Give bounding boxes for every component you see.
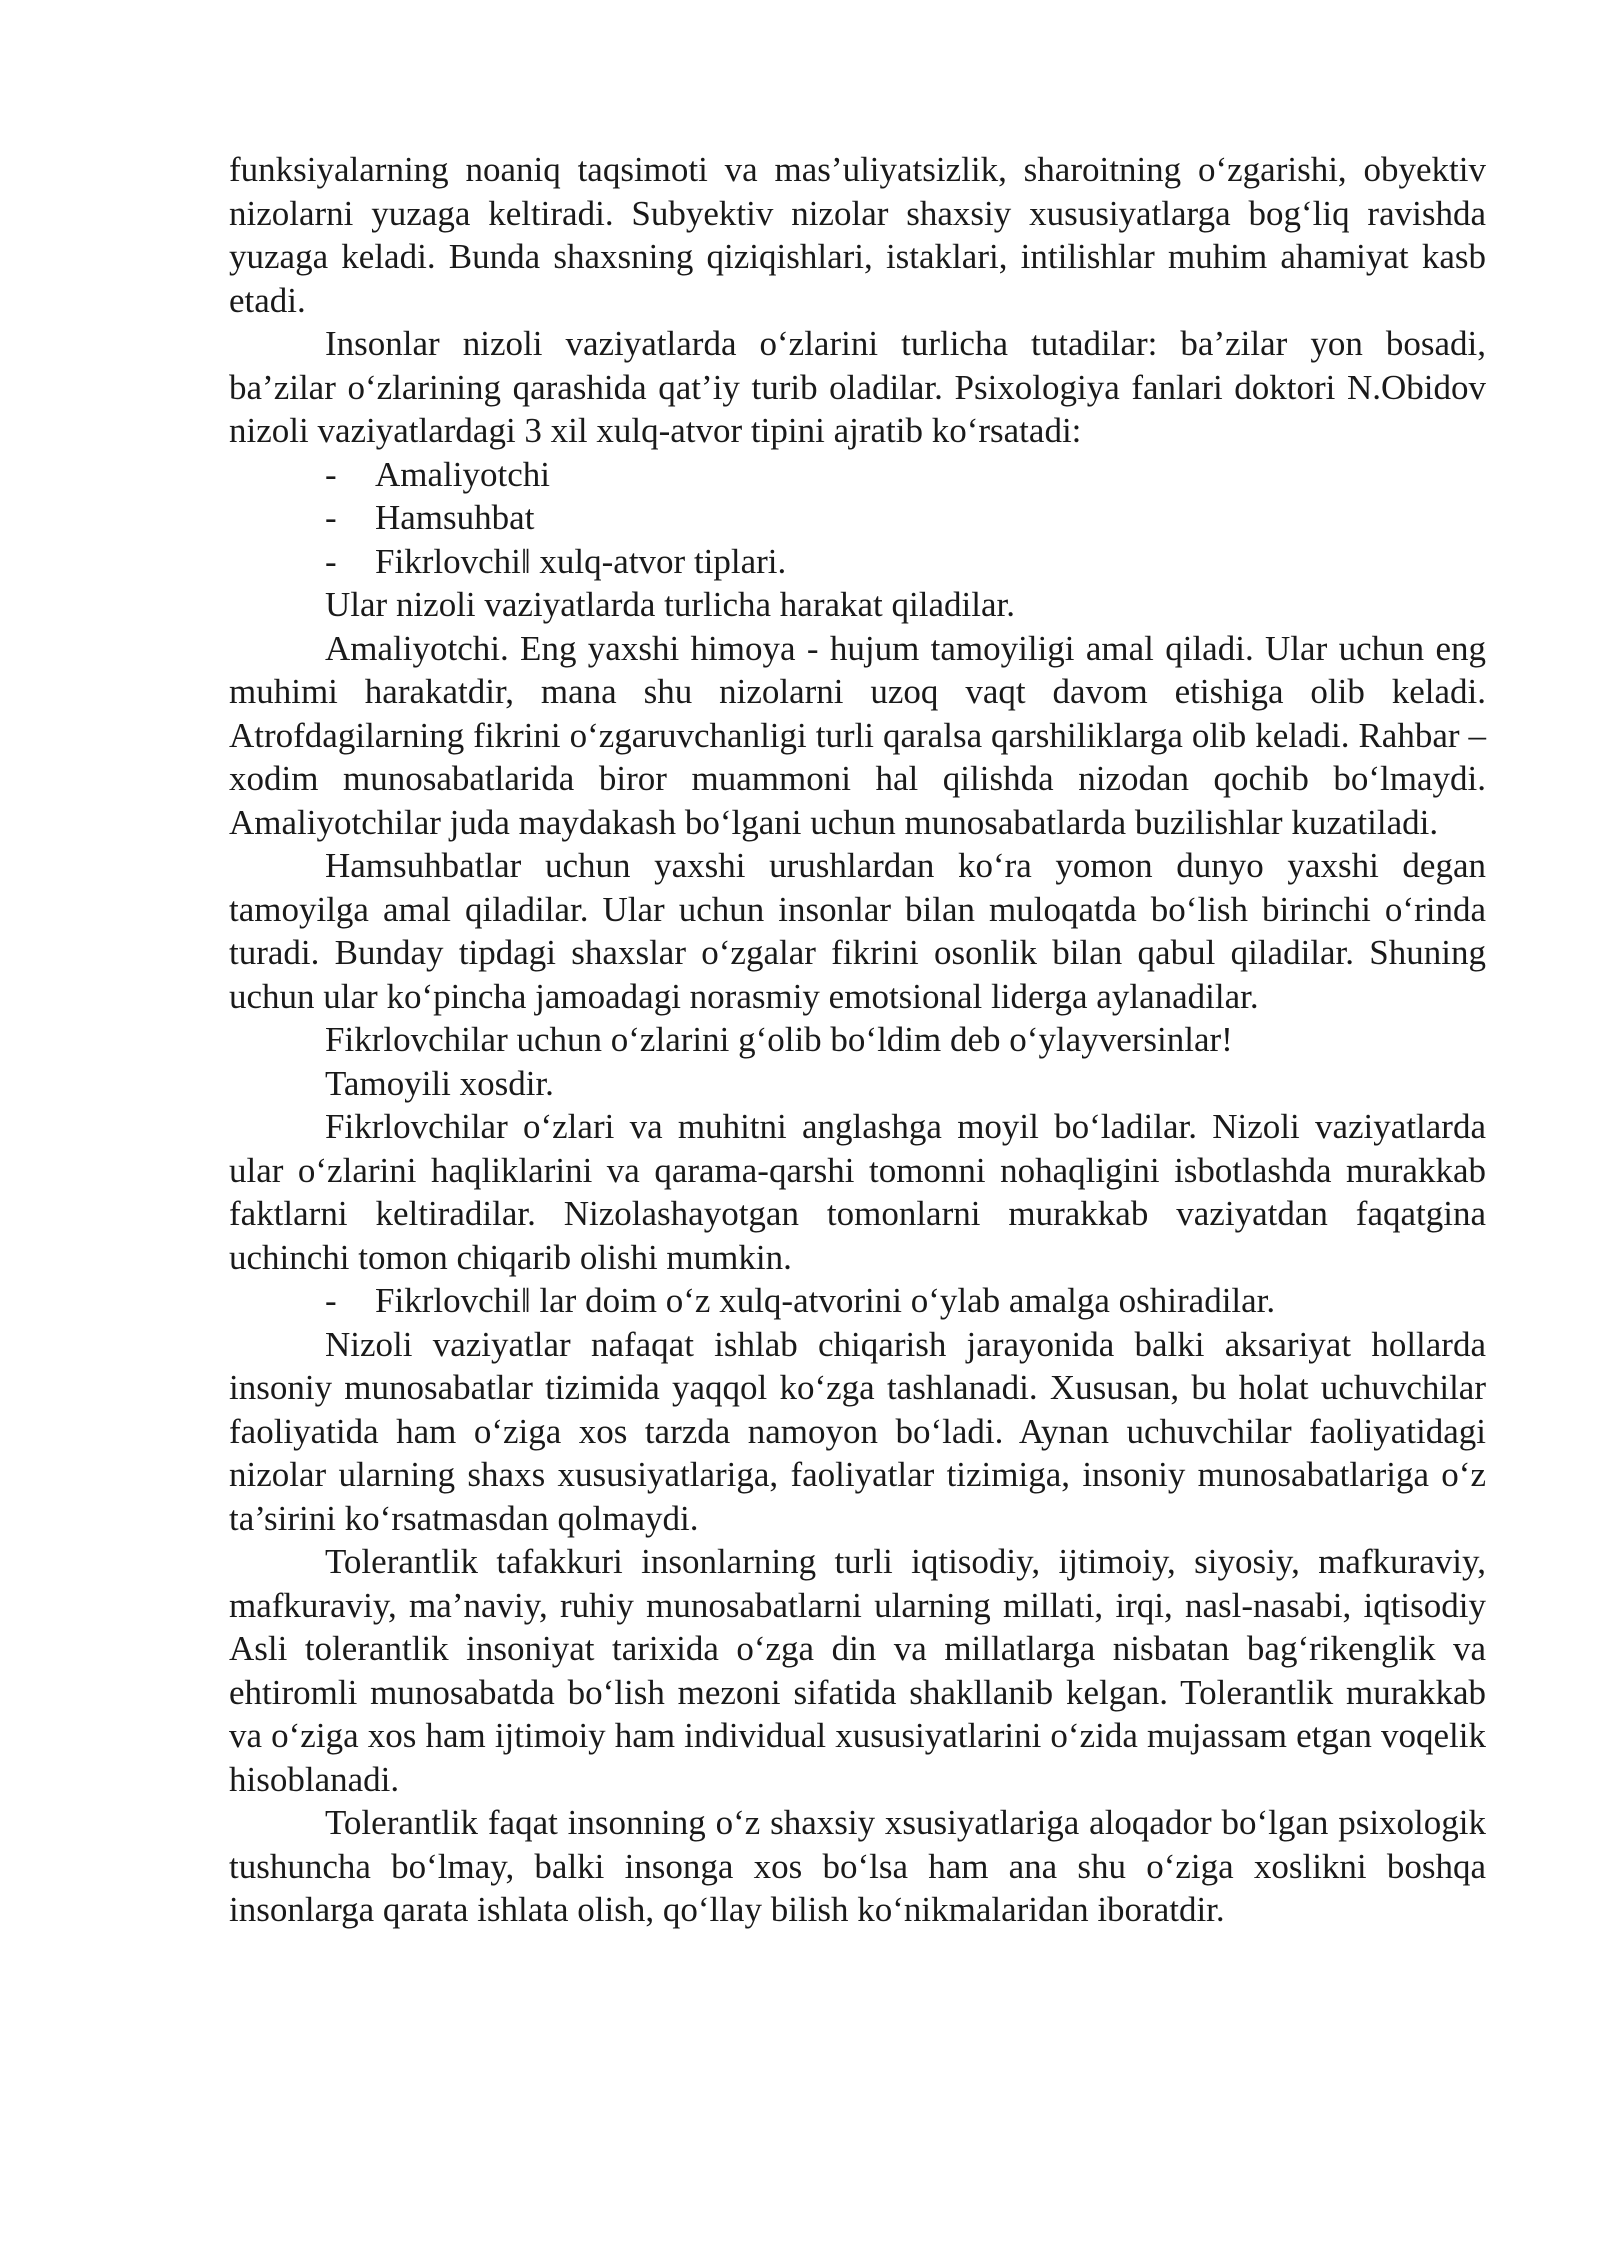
paragraph-behavior-intro: Insonlar nizoli vaziyatlarda o‘zlarini turlicha tutadilar: ba’zilar yon bosadi, ba’zilar o‘zlarining qarashida qat’iy turib oladilar. Psixologiya fanlari doktori N.Obidov nizoli vaziyatlardagi 3 xil xulq-atvor tipini ajratib ko‘rsatadi: xyxy=(229,324,1486,450)
list-item-text: Hamsuhbat xyxy=(375,498,535,537)
list-dash: - xyxy=(325,454,337,494)
paragraph-continuation: funksiyalarning noaniq taqsimoti va mas’uliyatsizlik, sharoitning o‘zgarishi, obyektiv nizolarni yuzaga keltiradi. Subyektiv nizolar shaxsiy xususiyatlarga bog‘liq ravishda yuzaga keladi. Bunda shaxsning qiziqishlari, istaklari, intilishlar muhim ahamiyat kasb etadi. xyxy=(229,150,1486,320)
paragraph-conflict-situations: Nizoli vaziyatlar nafaqat ishlab chiqarish jarayonida balki aksariyat hollarda insoniy munosabatlar tizimida yaqqol ko‘zga tashlanadi. Xususan, bu holat uchuvchilar faoliyatida ham o‘ziga xos tarzda namoyon bo‘ladi. Aynan uchuvchilar faoliyatidagi nizolar ularning shaxs xususiyatlariga, faoliyatlar tizimiga, insoniy munosabatlariga o‘z ta’sirini ko‘rsatmasdan qolmaydi. xyxy=(229,1324,1486,1538)
list-item-thinker-behavior xyxy=(229,1279,1486,1323)
paragraph-thinker-motto: Fikrlovchilar uchun o‘zlarini g‘olib bo‘ldim deb o‘ylayversinlar! xyxy=(325,1020,1233,1059)
list-item-text: Amaliyotchi xyxy=(375,454,550,494)
paragraph-tolerance-thinking: Tolerantlik tafakkuri insonlarning turli iqtisodiy, ijtimoiy, siyosiy, mafkuraviy, mafkuraviy, ma’naviy, ruhiy munosabatlarni ularning millati, irqi, nasl-nasabi, iqtisodiy Asli tolerantlik insoniyat tarixida o‘zga din va millatlarga nisbatan bag‘rikenglik va ehtiromli munosabatda bo‘lish mezoni sifatida shakllanib kelgan. Tolerantlik murakkab va o‘ziga xos ham ijtimoiy ham individual xususiyatlarini o‘zida mujassam etgan voqelik hisoblanadi. xyxy=(229,1542,1486,1799)
paragraph-tolerance-definition: Tolerantlik faqat insonning o‘z shaxsiy xsusiyatlariga aloqador bo‘lgan psixologik tushuncha bo‘lmay, balki insonga xos bo‘lsa ham ana shu o‘ziga xoslikni boshqa insonlarga qarata ishlata olish, qo‘llay bilish ko‘nikmalaridan iboratdir. xyxy=(229,1803,1486,1929)
list-item-text: Fikrlovchi‖ lar doim o‘z xulq-atvorini o‘ylab amalga oshiradilar. xyxy=(375,1281,1276,1320)
document-page xyxy=(229,148,1486,1932)
list-item-interlocutor xyxy=(229,496,1486,540)
paragraph-action-note: Ular nizoli vaziyatlarda turlicha harakat qiladilar. xyxy=(325,585,1015,624)
list-item-practitioner xyxy=(229,453,1486,497)
paragraph-thinker: Fikrlovchilar o‘zlari va muhitni anglashga moyil bo‘ladilar. Nizoli vaziyatlarda ular o‘zlarini haqliklarini va qarama-qarshi tomonni nohaqligini isbotlashda murakkab faktlarni keltiradilar. Nizolashayotgan tomonlarni murakkab vaziyatdan faqatgina uchinchi tomon chiqarib olishi mumkin. xyxy=(229,1107,1486,1277)
list-item-thinker xyxy=(229,540,1486,584)
paragraph-principle: Tamoyili xosdir. xyxy=(325,1063,554,1103)
list-dash: - xyxy=(325,498,337,537)
paragraph-practitioner: Amaliyotchi. Eng yaxshi himoya - hujum tamoyiligi amal qiladi. Ular uchun eng muhimi harakatdir, mana shu nizolarni uzoq vaqt davom etishiga olib keladi. Atrofdagilarning fikrini o‘zgaruvchanligi turli qaralsa qarshiliklarga olib keladi. Rahbar – xodim munosabatlarida biror muammoni hal qilishda nizodan qochib bo‘lmaydi. Amaliyotchilar juda maydakash bo‘lgani uchun munosabatlarda buzilishlar kuzatiladi. xyxy=(229,628,1486,842)
list-dash: - xyxy=(325,541,337,581)
list-item-text: Fikrlovchi‖ xulq-atvor tiplari. xyxy=(375,541,787,581)
list-dash: - xyxy=(325,1281,337,1320)
paragraph-interlocutor: Hamsuhbatlar uchun yaxshi urushlardan ko‘ra yomon dunyo yaxshi degan tamoyilga amal qiladilar. Ular uchun insonlar bilan muloqatda bo‘lish birinchi o‘rinda turadi. Bunday tipdagi shaxslar o‘zgalar fikrini osonlik bilan qabul qiladilar. Shuning uchun ular ko‘pincha jamoadagi norasmiy emotsional liderga aylanadilar. xyxy=(229,846,1486,1016)
